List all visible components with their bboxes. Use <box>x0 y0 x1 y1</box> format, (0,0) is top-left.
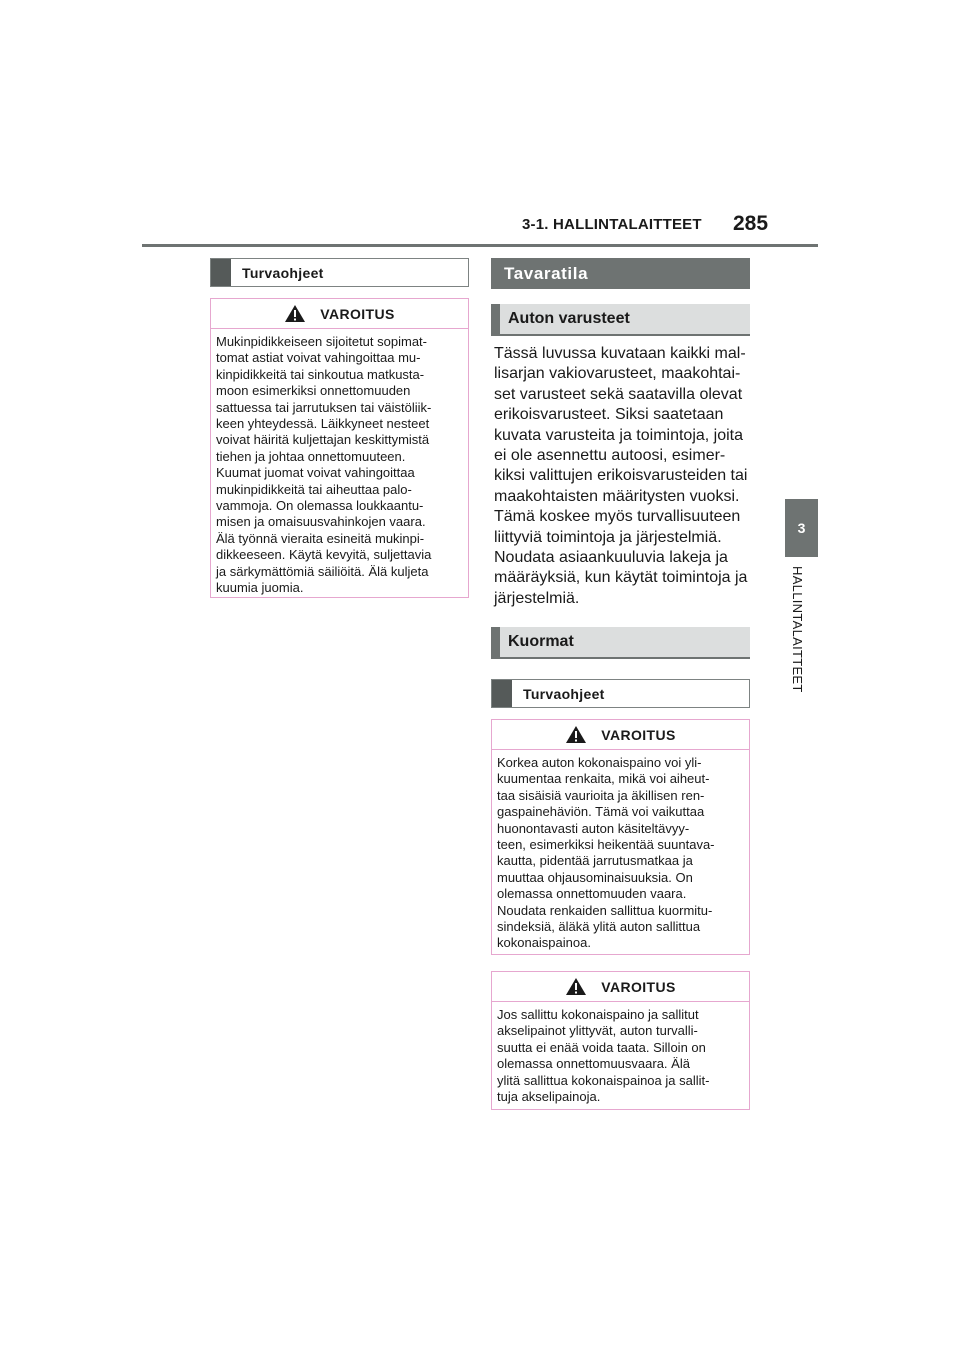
paragraph-line: lisarjan vakiovarusteet, maakohtai- <box>494 365 741 383</box>
warning-line: sattuessa tai jarrutuksen tai väistöliik- <box>216 399 432 415</box>
warning-line: dikkeeseen. Käytä kevyitä, suljettavia <box>216 547 432 563</box>
paragraph-line: ei ole asennettu autoosi, esimer- <box>494 447 726 465</box>
warning-header <box>492 720 749 750</box>
section-heading-bar <box>491 304 500 334</box>
warning-body <box>492 750 749 960</box>
warning-header <box>211 299 468 329</box>
warning-line: tuja akselipainoja. <box>497 1089 601 1105</box>
warning-line: Korkea auton kokonaispaino voi yli- <box>497 755 702 770</box>
paragraph-line: Tämä koskee myös turvallisuuteen <box>494 508 741 526</box>
warning-line: kokonaispainoa. <box>497 935 591 951</box>
subheading-bar <box>211 259 231 286</box>
warning-line: suutta ei enää voida taata. Silloin on <box>497 1039 706 1055</box>
warning-box-tyres <box>491 719 750 955</box>
running-header-section: 3-1. HALLINTALAITTEET <box>522 216 702 233</box>
page-number: 285 <box>733 212 769 235</box>
warning-body <box>492 1002 749 1113</box>
subheading-bar <box>492 680 512 707</box>
warning-line: olemassa onnettomuusvaara. Älä <box>497 1056 690 1072</box>
warning-line: keen yhteydessä. Läikkyneet nesteet <box>216 416 430 432</box>
warning-line: moon esimerkiksi onnettomuuden <box>216 383 411 399</box>
warning-line: misen ja omaisuusvahinkojen vaara. <box>216 514 426 530</box>
warning-line: Mukinpidikkeiseen sijoitetut sopimat- <box>216 334 427 349</box>
warning-line: kuumia juomia. <box>216 580 304 596</box>
warning-line: gaspainehäviön. Tämä voi vaikuttaa <box>497 804 705 820</box>
chapter-number: 3 <box>797 520 806 536</box>
warning-line: sindeksiä, äläkä ylitä auton sallittua <box>497 919 701 935</box>
safety-subheading-text: Turvaohjeet <box>242 264 324 281</box>
warning-line: muuttaa ohjausominaisuuksia. On <box>497 869 693 885</box>
paragraph-line: Noudata asiaankuuluvia lakeja ja <box>494 549 728 567</box>
warning-line: tomat astiat voivat vahingoittaa mu- <box>216 350 421 366</box>
section-heading-kuormat <box>491 627 750 659</box>
warning-line: kinpidikkeitä tai sinkoutua matkusta- <box>216 366 425 382</box>
header-rule <box>142 244 818 247</box>
body-paragraph <box>494 344 764 609</box>
warning-line: Noudata renkaiden sallittua kuormitu- <box>497 902 713 918</box>
paragraph-line: kiksi valittujen erikoisvarusteiden tai <box>494 467 748 485</box>
warning-line: taa sisäisiä vaurioita ja äkillisen ren- <box>497 787 705 803</box>
warning-line: kuumentaa renkaita, mikä voi aiheut- <box>497 771 710 787</box>
section-heading-text: Kuormat <box>508 633 574 650</box>
warning-line: kautta, pidentää jarrutusmatkaa ja <box>497 853 693 869</box>
chapter-tab <box>785 499 818 557</box>
warning-header <box>492 972 749 1002</box>
warning-line: mukinpidikkeitä tai aiheuttaa palo- <box>216 481 412 497</box>
warning-line: Älä työnnä vieraita esineitä mukinpi- <box>216 530 425 546</box>
warning-line: Kuumat juomat voivat vahingoittaa <box>216 465 415 481</box>
warning-line: Jos sallittu kokonaispaino ja sallitut <box>497 1007 699 1022</box>
warning-title: VAROITUS <box>601 726 676 743</box>
safety-subheading-text: Turvaohjeet <box>523 685 605 702</box>
paragraph-line: Tässä luvussa kuvataan kaikki mal- <box>494 345 746 362</box>
safety-subheading <box>491 679 750 708</box>
main-heading: Tavaratila <box>491 258 750 289</box>
warning-line: ylitä sallittua kokonaispainoa ja sallit- <box>497 1072 710 1088</box>
warning-box-cupholder <box>210 298 469 598</box>
section-heading-auton-varusteet <box>491 304 750 336</box>
paragraph-line: set varusteet sekä saatavilla olevat <box>494 385 743 403</box>
section-heading-text: Auton varusteet <box>508 310 630 327</box>
paragraph-line: erikoisvarusteet. Siksi saatetaan <box>494 406 724 424</box>
chapter-label: HALLINTALAITTEET <box>790 566 805 693</box>
warning-body <box>211 329 468 605</box>
warning-line: tiehen ja johtaa onnettomuuteen. <box>216 448 406 464</box>
warning-line: ja särkymättömiä säiliöitä. Älä kuljeta <box>216 563 429 579</box>
section-heading-bar <box>491 627 500 657</box>
safety-subheading <box>210 258 469 287</box>
warning-title: VAROITUS <box>601 978 676 995</box>
paragraph-line: määräyksiä, kun käytät toimintoja ja <box>494 569 748 587</box>
warning-triangle-icon <box>565 725 587 744</box>
warning-line: akselipainot ylittyvät, auton turvalli- <box>497 1023 698 1039</box>
warning-line: olemassa onnettomuuden vaara. <box>497 886 687 902</box>
paragraph-line: järjestelmiä. <box>494 589 580 607</box>
paragraph-line: kuvata varusteita ja toimintoja, joita <box>494 426 744 444</box>
warning-line: huonontavasti auton käsiteltävyy- <box>497 820 690 836</box>
warning-box-axle-loads <box>491 971 750 1110</box>
warning-title: VAROITUS <box>320 305 395 322</box>
warning-line: vammoja. On olemassa loukkaantu- <box>216 498 424 514</box>
paragraph-line: maakohtaisten määritysten vuoksi. <box>494 487 740 505</box>
warning-line: teen, esimerkiksi heikentää suuntava- <box>497 837 715 853</box>
warning-line: voivat häiritä kuljettajan keskittymistä <box>216 432 430 448</box>
paragraph-line: liittyviä toimintoja ja järjestelmiä. <box>494 528 722 546</box>
warning-triangle-icon <box>565 977 587 996</box>
warning-triangle-icon <box>284 304 306 323</box>
